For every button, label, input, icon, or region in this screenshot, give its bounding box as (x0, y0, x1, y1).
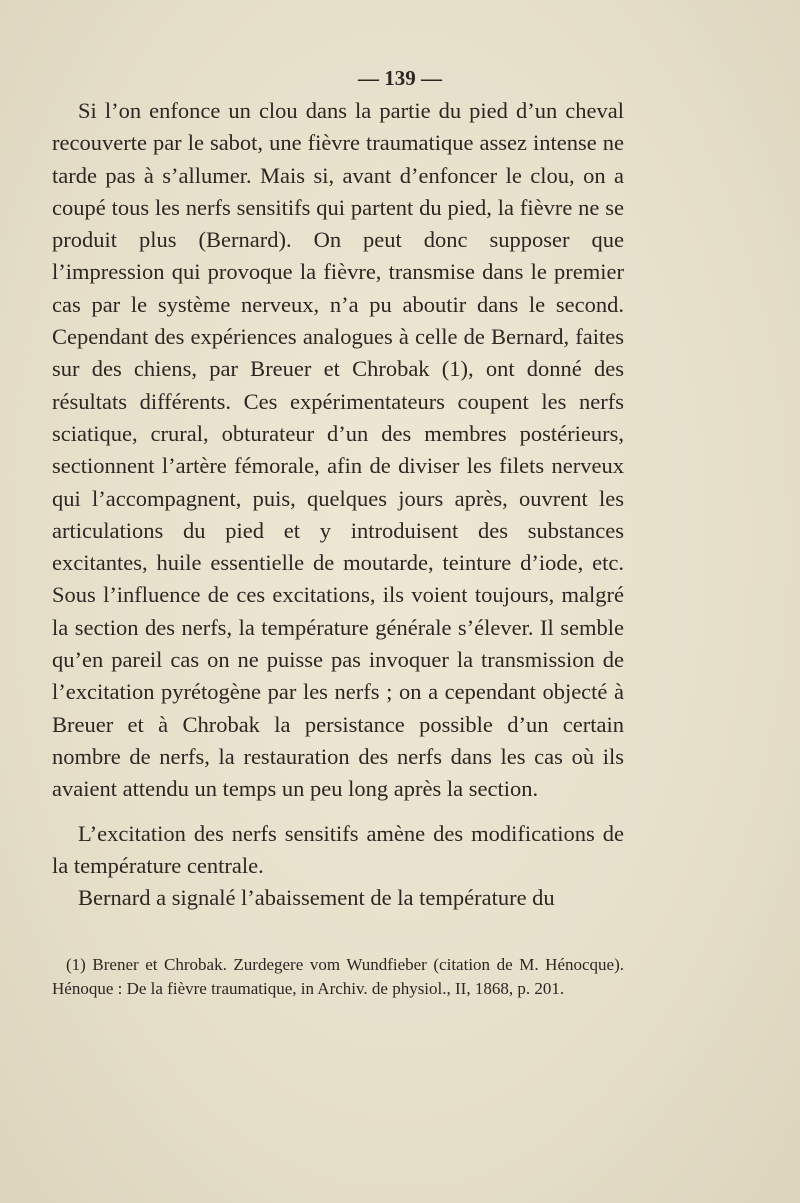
page-number: — 139 — (358, 66, 442, 90)
paragraph-sensory-nerves: L’excitation des nerfs sensitifs amène des modifications de la température centrale. (52, 820, 624, 878)
footnote: (1) Brener et Chrobak. Zurdegere vom Wundfieber (citation de M. Hénocque). Hénoque : De la fièvre traumatique, in Archiv. de physiol., II, 1868, p. 201. (52, 955, 624, 998)
paragraph-bernard: Bernard a signalé l’abaissement de la température du (78, 885, 555, 911)
paragraph-nerve-experiments: Si l’on enfonce un clou dans la partie du pied d’un cheval recouverte par le sabot, une fièvre traumatique assez intense ne tarde pas à s’allumer. Mais si, avant d’enfoncer le clou, on a coupé tous les nerfs sensitifs qui partent du pied, la fièvre ne se produit plus (Bernard). On peut donc supposer que l’impression qui provoque la fièvre, transmise dans le premier cas par le système nerveux, n’a pu aboutir dans le second. Cependant des expériences analogues à celle de Bernard, faites sur des chiens, par Breuer et Chrobak (1), ont donné des résultats différents. Ces expérimentateurs coupent les nerfs sciatique, crural, obturateur d’un des membres postérieurs, sectionnent l’artère fémorale, afin de diviser les filets nerveux qui l’accompagnent, puis, quelques jours après, ouvrent les articulations du pied et y introduisent des substances excitantes, huile essentielle de moutarde, teinture d’iode, etc. Sous l’influence de ces excitations, ils voient toujours, malgré la section des nerfs, la température générale s’élever. Il semble qu’en pareil cas on ne puisse pas invoquer la transmission de l’excitation pyrétogène par les nerfs ; on a cependant objecté à Breuer et à Chrobak la persistance possible d’un certain nombre de nerfs, la restauration des nerfs dans les cas où ils avaient attendu un temps un peu long après la section. (52, 98, 624, 802)
body-text (52, 95, 624, 914)
